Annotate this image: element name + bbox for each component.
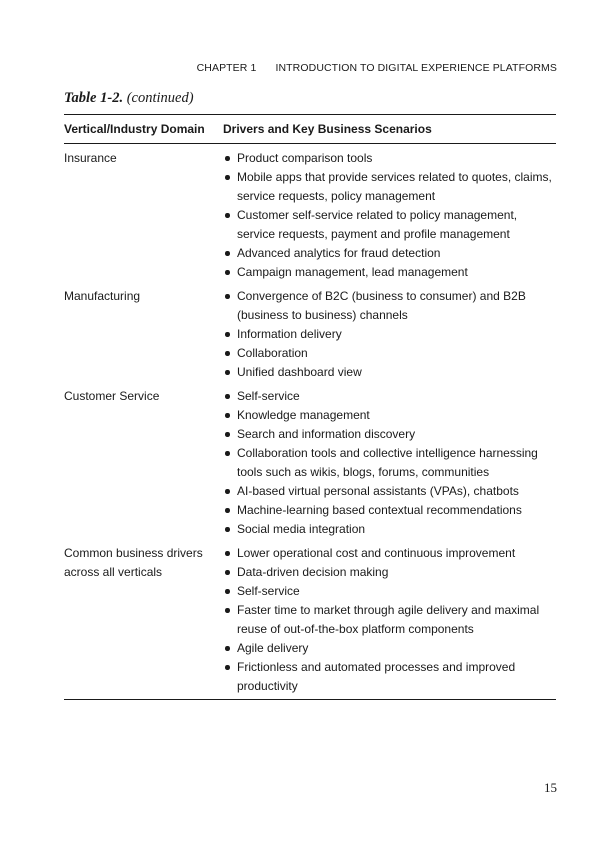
list-item: Advanced analytics for fraud detection: [223, 244, 556, 263]
domain-cell: Common business drivers across all verticals: [64, 546, 203, 579]
list-item: Convergence of B2C (business to consumer) and B2B (business to business) channels: [223, 287, 556, 325]
table-row: [64, 144, 556, 282]
list-item: Agile delivery: [223, 639, 556, 658]
list-item: Search and information discovery: [223, 425, 556, 444]
table-caption: [64, 90, 194, 107]
table-row: [64, 287, 556, 382]
domain-cell: Insurance: [64, 151, 117, 165]
list-item: Lower operational cost and continuous improvement: [223, 544, 556, 563]
domain-cell: Manufacturing: [64, 289, 141, 303]
running-header: [197, 62, 557, 74]
list-item: Data-driven decision making: [223, 563, 556, 582]
list-item: Campaign management, lead management: [223, 263, 556, 282]
domain-cell: Customer Service: [64, 389, 160, 403]
list-item: Product comparison tools: [223, 149, 556, 168]
drivers-table: [64, 114, 556, 700]
list-item: Collaboration: [223, 344, 556, 363]
list-item: Frictionless and automated processes and improved productivity: [223, 658, 556, 696]
list-item: Social media integration: [223, 520, 556, 539]
list-item: Knowledge management: [223, 406, 556, 425]
table-number: Table 1-2.: [64, 90, 124, 106]
chapter-label: CHAPTER 1: [196, 62, 257, 74]
list-item: Self-service: [223, 387, 556, 406]
list-item: Customer self-service related to policy management, service requests, payment and profile management: [223, 206, 556, 244]
list-item: AI-based virtual personal assistants (VPAs), chatbots: [223, 482, 556, 501]
list-item: Collaboration tools and collective intelligence harnessing tools such as wikis, blogs, forums, communities: [223, 444, 556, 482]
drivers-list: [223, 287, 556, 382]
list-item: Self-service: [223, 582, 556, 601]
list-item: Faster time to market through agile delivery and maximal reuse of out-of-the-box platform components: [223, 601, 556, 639]
column-header-drivers: Drivers and Key Business Scenarios: [223, 122, 432, 136]
list-item: Mobile apps that provide services related to quotes, claims, service requests, policy management: [223, 168, 556, 206]
table-row: [64, 387, 556, 539]
table-row: [64, 544, 556, 696]
list-item: Unified dashboard view: [223, 363, 556, 382]
chapter-title: INTRODUCTION TO DIGITAL EXPERIENCE PLATFORMS: [275, 62, 557, 74]
drivers-list: [223, 387, 556, 539]
list-item: Machine-learning based contextual recommendations: [223, 501, 556, 520]
drivers-list: [223, 149, 556, 282]
page-number: 15: [544, 780, 557, 795]
list-item: Information delivery: [223, 325, 556, 344]
table-header-row: [64, 115, 556, 144]
column-header-domain: Vertical/Industry Domain: [64, 122, 205, 136]
table-continued-label: (continued): [126, 90, 194, 106]
drivers-list: [223, 544, 556, 696]
